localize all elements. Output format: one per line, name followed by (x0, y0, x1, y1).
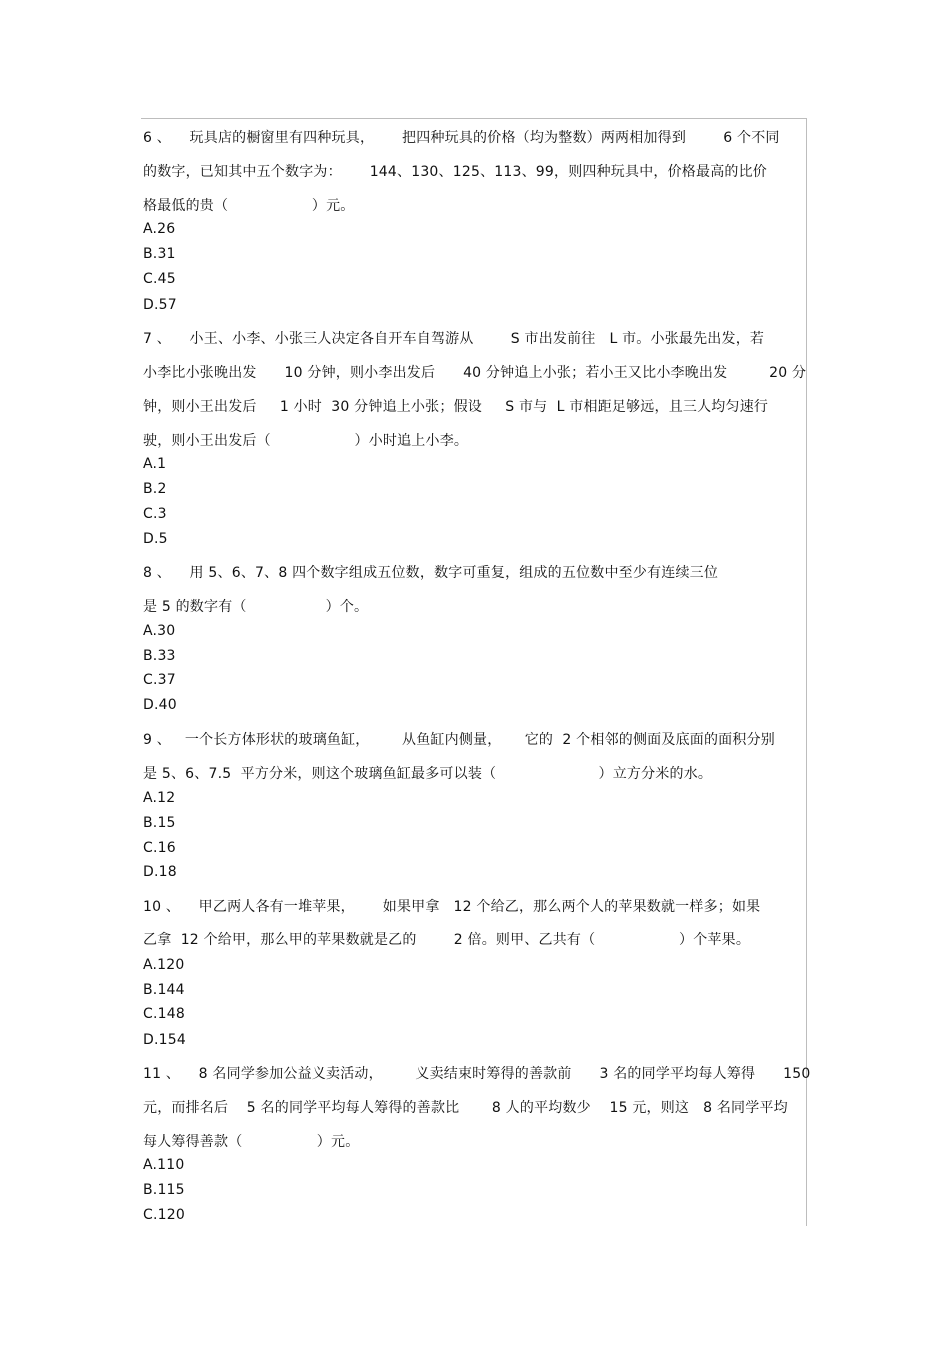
question-7-line-4: 驶，则小王出发后（ ）小时追上小李。 (143, 433, 469, 449)
page-border-top (141, 118, 807, 119)
question-6-option-b: B.31 (143, 246, 176, 262)
question-9-option-c: C.16 (143, 840, 176, 856)
question-9-line-2: 是 5、6、7.5 平方分米，则这个玻璃鱼缸最多可以装（ ）立方分米的水。 (143, 766, 713, 782)
question-6-option-a: A.26 (143, 221, 176, 237)
question-7-line-3: 钟，则小王出发后 1 小时 30 分钟追上小张；假设 S 市与 L 市相距足够远，且三人均匀速行 (143, 399, 769, 415)
question-8-option-b: B.33 (143, 648, 176, 664)
question-9-option-b: B.15 (143, 815, 176, 831)
question-6-option-d: D.57 (143, 297, 177, 313)
question-8-option-a: A.30 (143, 623, 176, 639)
question-7-line-2: 小李比小张晚出发 10 分钟，则小李出发后 40 分钟追上小张；若小王又比小李晚出发 20 分 (143, 365, 807, 381)
question-11-option-c: C.120 (143, 1207, 185, 1223)
question-11-line-3: 每人筹得善款（ ）元。 (143, 1134, 360, 1150)
question-10-line-1: 10 、 甲乙两人各有一堆苹果， 如果甲拿 12 个给乙，那么两个人的苹果数就一样多；如果 (143, 899, 761, 915)
question-10-option-a: A.120 (143, 957, 185, 973)
question-9-option-d: D.18 (143, 864, 177, 880)
question-10-option-b: B.144 (143, 982, 185, 998)
question-8-option-c: C.37 (143, 672, 176, 688)
question-11-option-b: B.115 (143, 1182, 185, 1198)
question-6-line-3: 格最低的贵（ ）元。 (143, 198, 355, 214)
question-9-line-1: 9 、 一个长方体形状的玻璃鱼缸， 从鱼缸内侧量， 它的 2 个相邻的侧面及底面的面积分别 (143, 732, 775, 748)
question-7-option-b: B.2 (143, 481, 167, 497)
page-border-right (806, 118, 807, 1226)
question-7-option-a: A.1 (143, 456, 167, 472)
question-7-option-c: C.3 (143, 506, 167, 522)
question-7-option-d: D.5 (143, 531, 168, 547)
question-10-line-2: 乙拿 12 个给甲，那么甲的苹果数就是乙的 2 倍。则甲、乙共有（ ）个苹果。 (143, 932, 751, 948)
question-6-line-1: 6 、 玩具店的橱窗里有四种玩具， 把四种玩具的价格（均为整数）两两相加得到 6 个不同 (143, 130, 780, 146)
question-6-line-2: 的数字，已知其中五个数字为： 144、130、125、113、99，则四种玩具中，价格最高的比价 (143, 164, 768, 180)
question-11-line-2: 元，而排名后 5 名的同学平均每人筹得的善款比 8 人的平均数少 15 元，则这 8 名同学平均 (143, 1100, 788, 1116)
question-6-option-c: C.45 (143, 271, 176, 287)
question-10-option-d: D.154 (143, 1032, 186, 1048)
question-8-line-2: 是 5 的数字有（ ）个。 (143, 599, 369, 615)
question-8-option-d: D.40 (143, 697, 177, 713)
question-7-line-1: 7 、 小王、小李、小张三人决定各自开车自驾游从 S 市出发前往 L 市。小张最先出发，若 (143, 331, 765, 347)
question-11-line-1: 11 、 8 名同学参加公益义卖活动， 义卖结束时筹得的善款前 3 名的同学平均每人筹得 150 (143, 1066, 811, 1082)
question-10-option-c: C.148 (143, 1006, 185, 1022)
question-11-option-a: A.110 (143, 1157, 185, 1173)
question-9-option-a: A.12 (143, 790, 176, 806)
question-8-line-1: 8 、 用 5、6、7、8 四个数字组成五位数，数字可重复，组成的五位数中至少有连续三位 (143, 565, 719, 581)
